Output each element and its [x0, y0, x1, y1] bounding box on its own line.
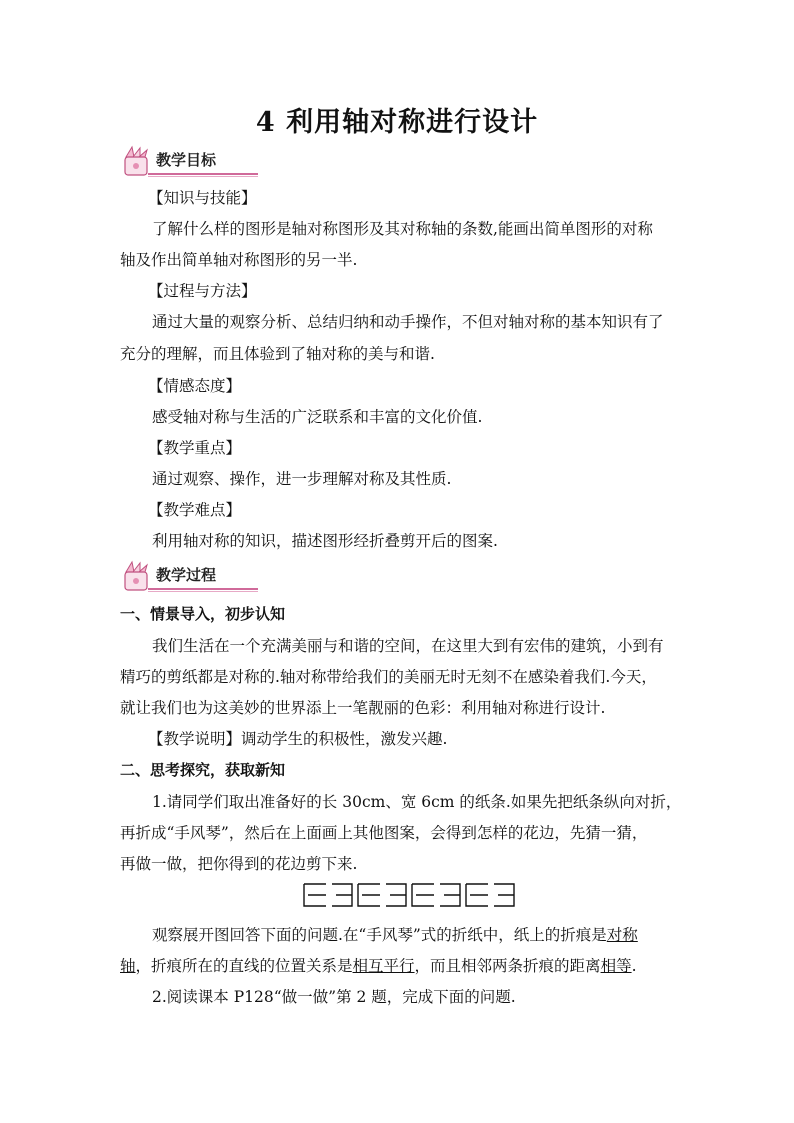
answer-blank: 相等: [600, 957, 632, 975]
section-header-process: [118, 560, 268, 594]
paragraph-line: 再折成“手风琴”，然后在上面画上其他图案，会得到怎样的花边，先猜一猜，: [120, 824, 648, 842]
divider: [148, 591, 258, 592]
observation-text: ，而且相邻两条折痕的距离: [414, 957, 601, 975]
section-title: 教学过程: [156, 566, 217, 584]
observation-line-1: [152, 923, 712, 945]
paragraph-line: 1.请同学们取出准备好的长 30cm、宽 6cm 的纸条.如果先把纸条纵向对折，: [152, 793, 682, 811]
page-title: 4 利用轴对称进行设计: [255, 107, 539, 138]
fold-segment: [412, 884, 434, 906]
part1-heading: 一、情景导入，初步认知: [120, 605, 286, 623]
knowledge-heading: 【知识与技能】: [148, 189, 257, 207]
section-header-goals: [118, 145, 268, 179]
answer-blank: 轴: [120, 957, 136, 975]
observation-line-2: [120, 954, 680, 976]
paragraph-line: 通过观察、操作，进一步理解对称及其性质.: [152, 470, 452, 488]
fold-segment: [304, 884, 326, 906]
question-2: 2.阅读课本 P128“做一做”第 2 题，完成下面的问题.: [152, 988, 516, 1006]
fold-segment: [358, 884, 380, 906]
teaching-note-text: 调动学生的积极性，激发兴趣.: [241, 730, 448, 748]
divider: [148, 173, 258, 175]
section-title: 教学目标: [156, 151, 217, 169]
teaching-note: [148, 727, 708, 749]
observation-text: 观察展开图回答下面的问题.在“手风琴”式的折纸中，纸上的折痕是: [152, 926, 607, 944]
observation-text: ，折痕所在的直线的位置关系是: [135, 957, 353, 975]
paragraph-line: 我们生活在一个充满美丽与和谐的空间，在这里大到有宏伟的建筑，小到有: [152, 637, 664, 655]
fold-segment: [494, 884, 514, 906]
fold-segment: [466, 884, 488, 906]
accordion-fold-figure: [302, 881, 524, 909]
paragraph-line: 轴及作出简单轴对称图形的另一半.: [120, 251, 358, 269]
teaching-note-heading: 【教学说明】: [148, 730, 242, 748]
emotion-heading: 【情感态度】: [148, 377, 242, 395]
answer-blank: 对称: [606, 926, 638, 944]
part2-heading: 二、思考探究，获取新知: [120, 761, 286, 779]
paragraph-line: 精巧的剪纸都是对称的.轴对称带给我们的美丽无时无刻不在感染着我们.今天，: [120, 668, 657, 686]
fold-segment: [440, 884, 460, 906]
process-heading: 【过程与方法】: [148, 282, 257, 300]
paragraph-line: 再做一做，把你得到的花边剪下来.: [120, 855, 358, 873]
observation-text: .: [631, 957, 637, 975]
fold-segment: [386, 884, 406, 906]
paragraph-line: 充分的理解，而且体验到了轴对称的美与和谐.: [120, 345, 435, 363]
fold-segment: [332, 884, 352, 906]
paragraph-line: 利用轴对称的知识，描述图形经折叠剪开后的图案.: [152, 532, 498, 550]
paragraph-line: 感受轴对称与生活的广泛联系和丰富的文化价值.: [152, 408, 483, 426]
paragraph-line: 就让我们也为这美妙的世界添上一笔靓丽的色彩：利用轴对称进行设计.: [120, 699, 606, 717]
divider: [148, 176, 258, 177]
key-point-heading: 【教学重点】: [148, 439, 242, 457]
paragraph-line: 通过大量的观察分析、总结归纳和动手操作，不但对轴对称的基本知识有了: [152, 313, 664, 331]
paragraph-line: 了解什么样的图形是轴对称图形及其对称轴的条数,能画出简单图形的对称: [152, 220, 653, 238]
difficulty-heading: 【教学难点】: [148, 501, 242, 519]
divider: [148, 588, 258, 590]
answer-blank: 相互平行: [352, 957, 415, 975]
